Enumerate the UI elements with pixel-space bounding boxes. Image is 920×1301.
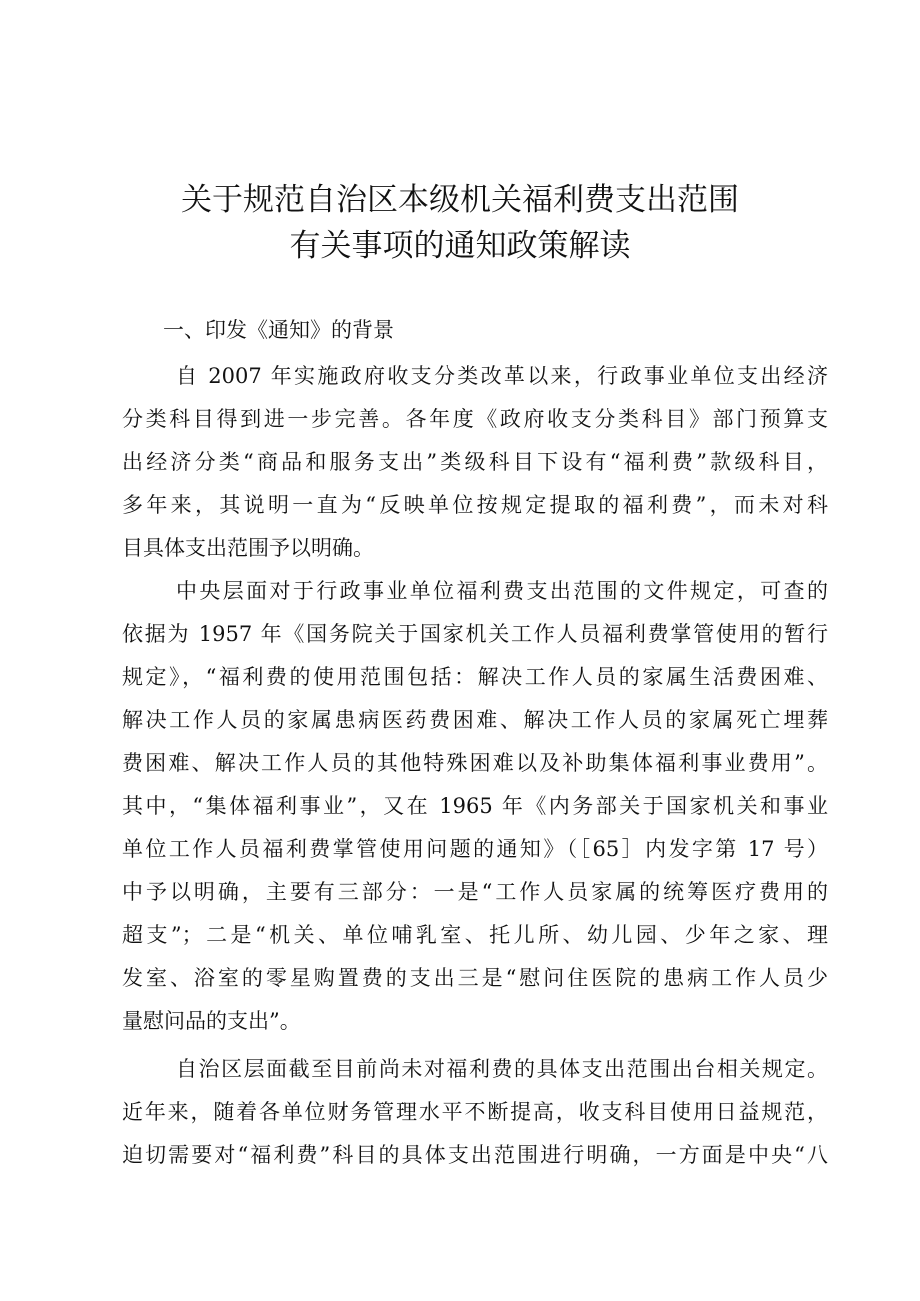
paragraph-line: 多年来，其说明一直为“反映单位按规定提取的福利费”，而未对科: [122, 493, 828, 517]
paragraph-line: 规定》，“福利费的使用范围包括：解决工作人员的家属生活费困难、: [122, 665, 828, 689]
paragraph-line: 中予以明确，主要有三部分：一是“工作人员家属的统筹医疗费用的: [122, 880, 828, 904]
paragraph-line: 近年来，随着各单位财务管理水平不断提高，收支科目使用日益规范，: [122, 1100, 828, 1124]
paragraph-line: 目具体支出范围予以明确。: [122, 536, 374, 560]
paragraph-line: 发室、浴室的零星购置费的支出三是“慰问住医院的患病工作人员少: [122, 966, 828, 990]
paragraph-line: 自 2007 年实施政府收支分类改革以来，行政事业单位支出经济: [176, 364, 828, 388]
paragraph-line: 出经济分类“商品和服务支出”类级科目下设有“福利费”款级科目，: [122, 450, 828, 474]
paragraph-line: 其中，“集体福利事业”，又在 1965 年《内务部关于国家机关和事业: [122, 794, 828, 818]
paragraph-line: 迫切需要对“福利费”科目的具体支出范围进行明确，一方面是中央“八: [122, 1143, 828, 1167]
section-heading-background: 一、印发《通知》的背景: [163, 318, 394, 342]
paragraph-line: 分类科目得到进一步完善。各年度《政府收支分类科目》部门预算支: [122, 407, 828, 431]
paragraph-line: 超支”；二是“机关、单位哺乳室、托儿所、幼儿园、少年之家、理: [122, 923, 828, 947]
document-title-line-1: 关于规范自治区本级机关福利费支出范围: [181, 182, 739, 218]
paragraph-line: 自治区层面截至目前尚未对福利费的具体支出范围出台相关规定。: [176, 1057, 828, 1081]
paragraph-line: 费困难、解决工作人员的其他特殊困难以及补助集体福利事业费用”。: [122, 751, 828, 775]
paragraph-line: 单位工作人员福利费掌管使用问题的通知》（［65］内发字第 17 号）: [122, 837, 828, 861]
paragraph-line: 量慰问品的支出”。: [122, 1009, 301, 1033]
paragraph-line: 中央层面对于行政事业单位福利费支出范围的文件规定，可查的: [176, 579, 828, 603]
document-title-line-2: 有关事项的通知政策解读: [289, 228, 631, 264]
paragraph-line: 依据为 1957 年《国务院关于国家机关工作人员福利费掌管使用的暂行: [122, 622, 828, 646]
paragraph-line: 解决工作人员的家属患病医药费困难、解决工作人员的家属死亡埋葬: [122, 708, 828, 732]
